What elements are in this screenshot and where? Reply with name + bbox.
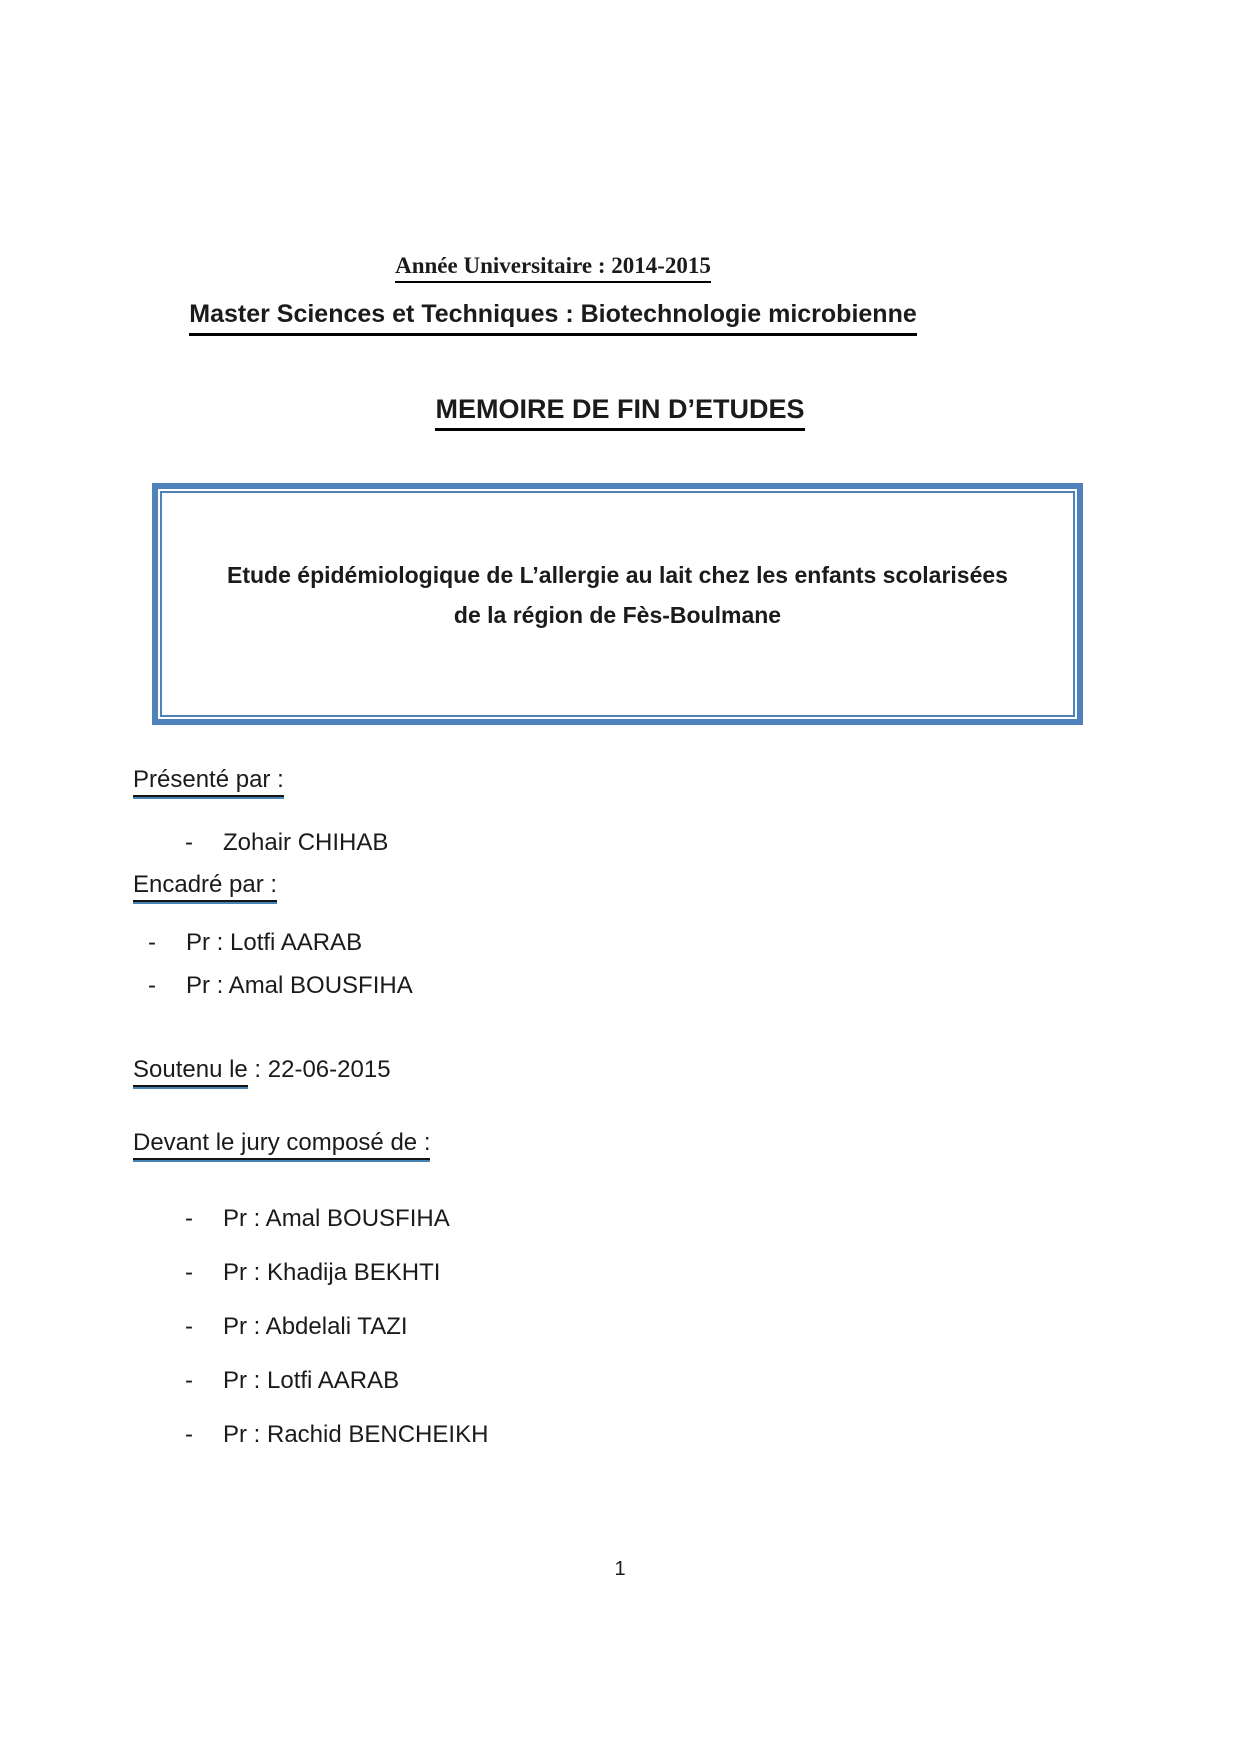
program-title: Master Sciences et Techniques : Biotechnologie microbienne [189,300,917,336]
dash-marker: - [185,1367,193,1394]
body-block [133,765,1240,1449]
jury-item [133,1366,1240,1395]
author-name: Zohair CHIHAB [223,829,389,856]
page-number: 1 [614,1558,626,1580]
jury-heading-line [133,1128,1240,1160]
presented-by-line [133,765,1240,797]
document-type-line [0,394,1240,431]
supervisor-name: Pr : Lotfi AARAB [186,929,363,956]
supervisor-item [133,971,1240,1000]
dash-marker: - [185,1205,193,1232]
jury-member-name: Pr : Amal BOUSFIHA [223,1205,450,1232]
academic-year: Année Universitaire : 2014-2015 [395,253,711,283]
program-line [0,283,1106,336]
defense-date-value: : 22-06-2015 [247,1056,391,1083]
dash-marker: - [185,829,193,856]
jury-heading: Devant le jury composé de : [133,1128,430,1160]
supervised-by-label: Encadré par : [133,870,277,902]
defense-date-label: Soutenu le [133,1055,248,1087]
dash-marker: - [148,972,156,999]
jury-member-name: Pr : Khadija BEKHTI [223,1259,441,1286]
thesis-title-box-inner [160,491,1075,717]
jury-item [133,1420,1240,1449]
dash-marker: - [148,929,156,956]
document-type: MEMOIRE DE FIN D’ETUDES [435,394,804,431]
jury-list [133,1204,1240,1449]
supervisor-item [133,928,1240,957]
thesis-title-line1: Etude épidémiologique de L’allergie au lait chez les enfants scolarisées [227,562,1008,588]
thesis-title-box [152,483,1083,725]
supervised-by-line [133,870,1240,902]
jury-item [133,1204,1240,1233]
supervisor-name: Pr : Amal BOUSFIHA [186,972,413,999]
thesis-title-line2: de la région de Fès-Boulmane [453,602,782,628]
author-item [133,828,1240,857]
dash-marker: - [185,1421,193,1448]
jury-member-name: Pr : Rachid BENCHEIKH [223,1421,489,1448]
jury-item [133,1312,1240,1341]
header-block [0,0,1106,336]
jury-member-name: Pr : Abdelali TAZI [223,1313,408,1340]
defense-date-line [133,1055,1240,1087]
jury-item [133,1258,1240,1287]
jury-member-name: Pr : Lotfi AARAB [223,1367,400,1394]
academic-year-line [0,253,1106,283]
dash-marker: - [185,1313,193,1340]
dash-marker: - [185,1259,193,1286]
presented-by-label: Présenté par : [133,765,284,797]
